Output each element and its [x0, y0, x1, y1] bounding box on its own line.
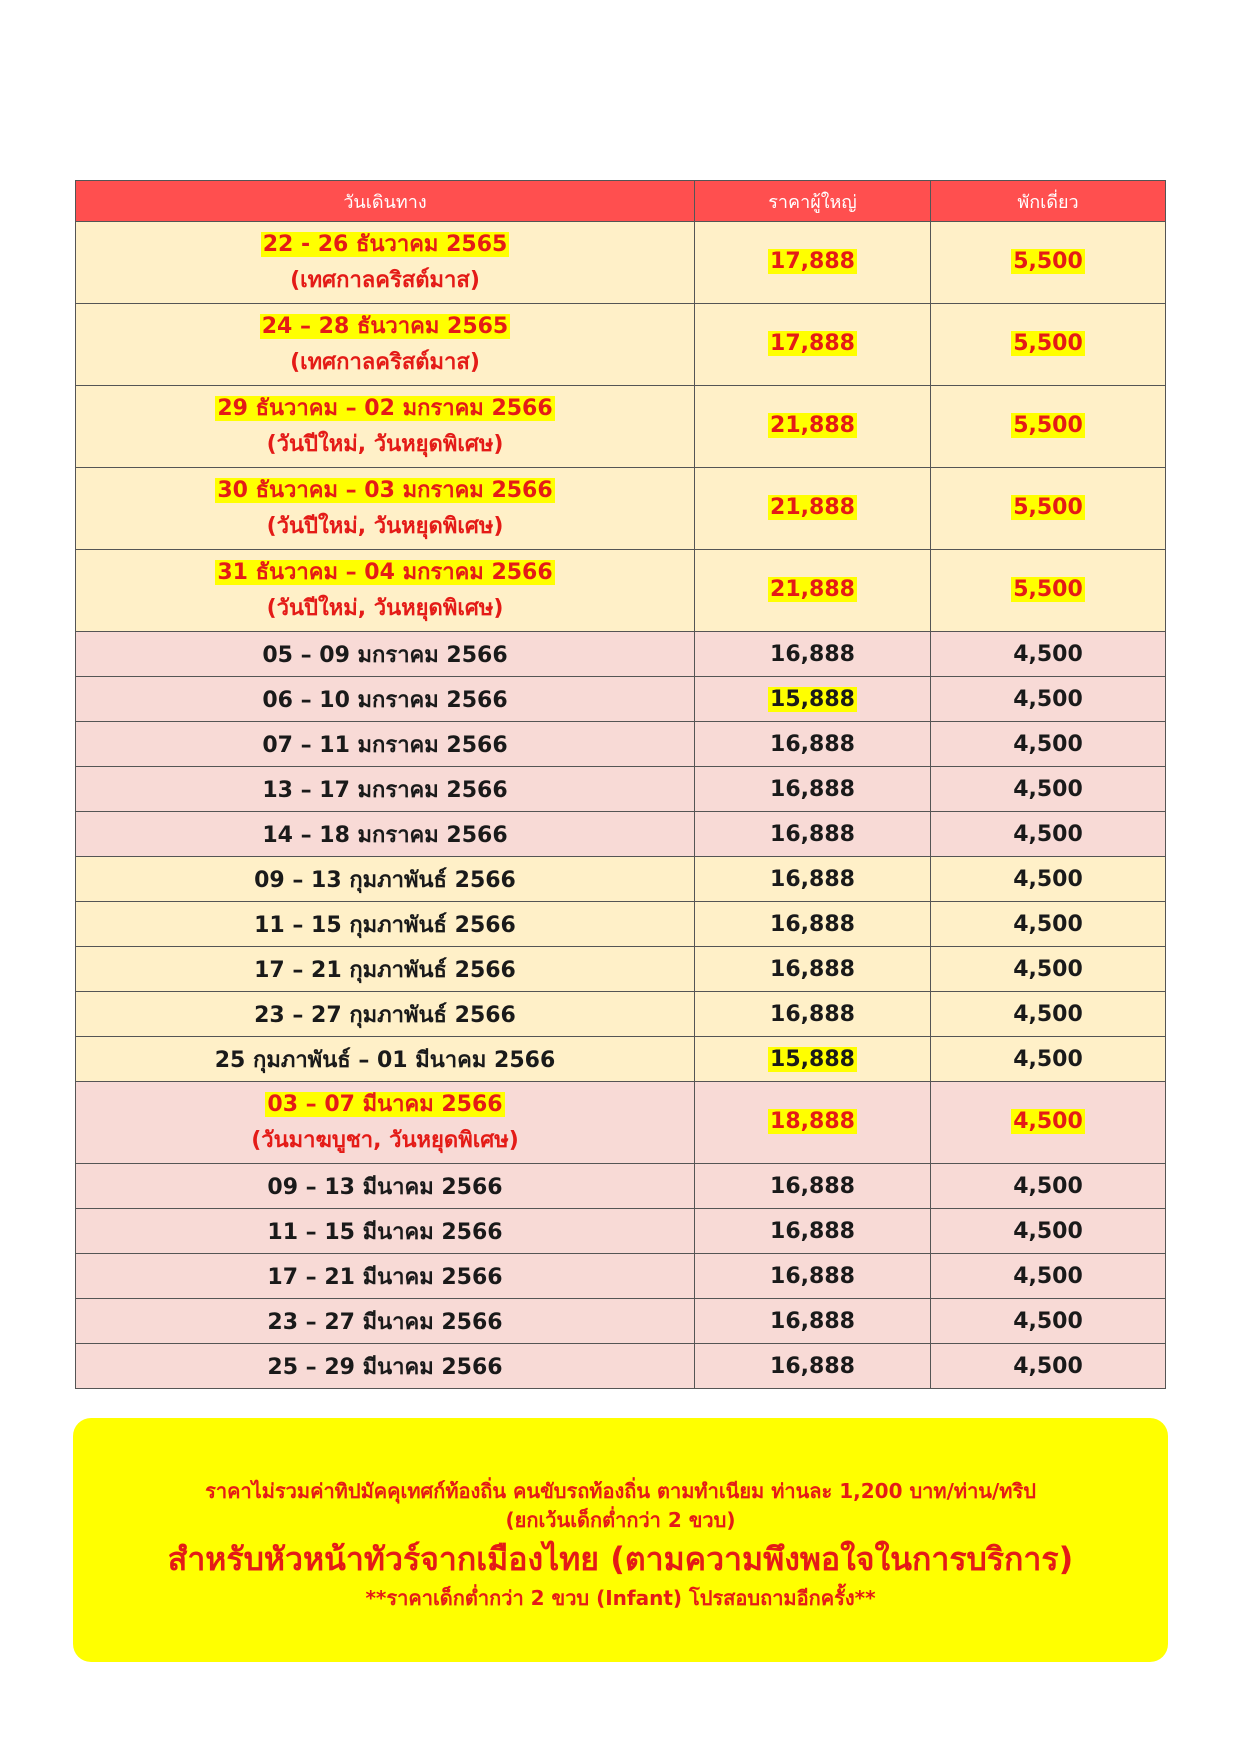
single-supplement-cell [931, 857, 1166, 902]
adult-price: 18,888 [770, 1109, 855, 1135]
travel-date-cell [76, 992, 695, 1037]
single-supplement-cell [931, 767, 1166, 812]
table-row [76, 857, 1166, 902]
single-supplement-cell [931, 947, 1166, 992]
table-row [76, 468, 1166, 550]
adult-price: 16,888 [770, 1353, 855, 1379]
single-supplement-cell [931, 1344, 1166, 1389]
single-supplement-cell [931, 1037, 1166, 1082]
travel-date-cell [76, 550, 695, 632]
travel-date: 09 – 13 กุมภาพันธ์ 2566 [254, 867, 516, 893]
travel-date: 13 – 17 มกราคม 2566 [262, 777, 508, 803]
holiday-note: (วันปีใหม่, วันหยุดพิเศษ) [266, 514, 504, 540]
single-supplement-cell [931, 386, 1166, 468]
single-supplement-cell [931, 1254, 1166, 1299]
single-supplement-cell [931, 1209, 1166, 1254]
single-supplement: 4,500 [1013, 821, 1083, 847]
single-supplement-cell [931, 550, 1166, 632]
single-supplement-cell [931, 722, 1166, 767]
adult-price-cell [695, 304, 931, 386]
single-supplement: 4,500 [1013, 1001, 1083, 1027]
travel-date-cell [76, 468, 695, 550]
table-row [76, 550, 1166, 632]
travel-date: 25 กุมภาพันธ์ – 01 มีนาคม 2566 [214, 1047, 556, 1073]
adult-price-cell [695, 1037, 931, 1082]
single-supplement: 4,500 [1013, 911, 1083, 937]
single-supplement: 5,500 [1013, 413, 1083, 439]
table-body [76, 222, 1166, 1389]
travel-date-cell [76, 1209, 695, 1254]
travel-date-cell [76, 1082, 695, 1164]
table-header-row [76, 181, 1166, 222]
single-supplement: 4,500 [1013, 686, 1083, 712]
table-row [76, 1299, 1166, 1344]
single-supplement: 4,500 [1013, 1109, 1083, 1135]
adult-price-cell [695, 857, 931, 902]
adult-price: 16,888 [770, 776, 855, 802]
adult-price-cell [695, 1254, 931, 1299]
adult-price-cell [695, 222, 931, 304]
header-adult-price: ราคาผู้ใหญ่ [695, 181, 931, 222]
price-table [75, 180, 1166, 1389]
single-supplement-cell [931, 222, 1166, 304]
table-row [76, 812, 1166, 857]
holiday-note: (วันปีใหม่, วันหยุดพิเศษ) [266, 432, 504, 458]
adult-price: 16,888 [770, 641, 855, 667]
holiday-note: (เทศกาลคริสต์มาส) [290, 350, 480, 376]
travel-date: 17 – 21 มีนาคม 2566 [267, 1264, 503, 1290]
travel-date-cell [76, 386, 695, 468]
single-supplement-cell [931, 812, 1166, 857]
single-supplement: 4,500 [1013, 641, 1083, 667]
single-supplement: 5,500 [1013, 249, 1083, 275]
table-row [76, 222, 1166, 304]
adult-price-cell [695, 902, 931, 947]
adult-price-cell [695, 722, 931, 767]
adult-price-cell [695, 632, 931, 677]
travel-date-cell [76, 722, 695, 767]
adult-price-cell [695, 992, 931, 1037]
table-row [76, 304, 1166, 386]
single-supplement-cell [931, 1082, 1166, 1164]
travel-date-cell [76, 632, 695, 677]
travel-date: 14 – 18 มกราคม 2566 [262, 822, 508, 848]
table-row [76, 767, 1166, 812]
travel-date-cell [76, 304, 695, 386]
travel-date: 25 – 29 มีนาคม 2566 [267, 1354, 503, 1380]
travel-date: 06 – 10 มกราคม 2566 [262, 687, 508, 713]
adult-price: 17,888 [770, 331, 855, 357]
adult-price-cell [695, 1164, 931, 1209]
infant-price-note: **ราคาเด็กต่ำกว่า 2 ขวบ (Infant) โปรสอบถามอีกครั้ง** [365, 1586, 876, 1610]
single-supplement: 4,500 [1013, 1353, 1083, 1379]
adult-price: 16,888 [770, 1218, 855, 1244]
single-supplement: 4,500 [1013, 776, 1083, 802]
single-supplement: 5,500 [1013, 331, 1083, 357]
adult-price-cell [695, 1082, 931, 1164]
tour-leader-note: สำหรับหัวหน้าทัวร์จากเมืองไทย (ตามความพึงพอใจในการบริการ) [167, 1540, 1074, 1578]
travel-date: 05 – 09 มกราคม 2566 [262, 642, 508, 668]
travel-date: 11 – 15 มีนาคม 2566 [267, 1219, 503, 1245]
single-supplement-cell [931, 992, 1166, 1037]
travel-date-cell [76, 947, 695, 992]
infant-exception-note: (ยกเว้นเด็กต่ำกว่า 2 ขวบ) [505, 1508, 736, 1532]
adult-price: 15,888 [770, 686, 855, 712]
table-row [76, 1344, 1166, 1389]
adult-price-cell [695, 1209, 931, 1254]
adult-price: 16,888 [770, 1263, 855, 1289]
single-supplement: 4,500 [1013, 731, 1083, 757]
adult-price-cell [695, 677, 931, 722]
travel-date-cell [76, 1254, 695, 1299]
adult-price-cell [695, 947, 931, 992]
adult-price: 16,888 [770, 821, 855, 847]
single-supplement-cell [931, 304, 1166, 386]
travel-date: 07 – 11 มกราคม 2566 [262, 732, 508, 758]
table-row [76, 677, 1166, 722]
table-row [76, 1037, 1166, 1082]
table-row [76, 1164, 1166, 1209]
adult-price-cell [695, 812, 931, 857]
single-supplement: 4,500 [1013, 1263, 1083, 1289]
holiday-note: (เทศกาลคริสต์มาส) [290, 268, 480, 294]
adult-price: 16,888 [770, 731, 855, 757]
adult-price-cell [695, 550, 931, 632]
travel-date-cell [76, 857, 695, 902]
adult-price-cell [695, 767, 931, 812]
single-supplement: 4,500 [1013, 1173, 1083, 1199]
single-supplement: 4,500 [1013, 956, 1083, 982]
travel-date: 23 – 27 กุมภาพันธ์ 2566 [254, 1002, 516, 1028]
single-supplement-cell [931, 632, 1166, 677]
single-supplement-cell [931, 677, 1166, 722]
table-row [76, 1082, 1166, 1164]
travel-date: 31 ธันวาคม – 04 มกราคม 2566 [217, 559, 553, 585]
adult-price: 16,888 [770, 1308, 855, 1334]
adult-price: 21,888 [770, 495, 855, 521]
adult-price: 16,888 [770, 1001, 855, 1027]
header-travel-date: วันเดินทาง [76, 181, 695, 222]
table-row [76, 632, 1166, 677]
single-supplement: 4,500 [1013, 1218, 1083, 1244]
travel-date-cell [76, 1344, 695, 1389]
travel-date-cell [76, 1037, 695, 1082]
adult-price: 15,888 [770, 1046, 855, 1072]
table-row [76, 1209, 1166, 1254]
table-row [76, 992, 1166, 1037]
table-row [76, 947, 1166, 992]
travel-date: 30 ธันวาคม – 03 มกราคม 2566 [217, 477, 553, 503]
travel-date: 29 ธันวาคม – 02 มกราคม 2566 [217, 395, 553, 421]
travel-date-cell [76, 812, 695, 857]
table-row [76, 722, 1166, 767]
travel-date: 03 – 07 มีนาคม 2566 [267, 1091, 503, 1117]
travel-date-cell [76, 1299, 695, 1344]
single-supplement: 5,500 [1013, 577, 1083, 603]
adult-price: 16,888 [770, 866, 855, 892]
header-single-room: พักเดี่ยว [931, 181, 1166, 222]
travel-date-cell [76, 222, 695, 304]
adult-price: 16,888 [770, 956, 855, 982]
holiday-note: (วันมาฆบูชา, วันหยุดพิเศษ) [251, 1128, 519, 1154]
single-supplement: 4,500 [1013, 1046, 1083, 1072]
holiday-note: (วันปีใหม่, วันหยุดพิเศษ) [266, 596, 504, 622]
adult-price: 16,888 [770, 911, 855, 937]
adult-price-cell [695, 386, 931, 468]
single-supplement-cell [931, 1164, 1166, 1209]
table-row [76, 902, 1166, 947]
adult-price: 21,888 [770, 577, 855, 603]
tip-note: ราคาไม่รวมค่าทิปมัคคุเทศก์ท้องถิ่น คนขับรถท้องถิ่น ตามทำเนียม ท่านละ 1,200 บาท/ท่าน/ทริป [205, 1479, 1036, 1503]
adult-price-cell [695, 1344, 931, 1389]
single-supplement: 4,500 [1013, 1308, 1083, 1334]
travel-date-cell [76, 677, 695, 722]
notes-box [73, 1418, 1168, 1662]
travel-date: 09 – 13 มีนาคม 2566 [267, 1174, 503, 1200]
travel-date-cell [76, 1164, 695, 1209]
adult-price: 21,888 [770, 413, 855, 439]
table-row [76, 386, 1166, 468]
adult-price: 17,888 [770, 249, 855, 275]
single-supplement-cell [931, 1299, 1166, 1344]
adult-price-cell [695, 1299, 931, 1344]
single-supplement-cell [931, 902, 1166, 947]
adult-price: 16,888 [770, 1173, 855, 1199]
travel-date: 17 – 21 กุมภาพันธ์ 2566 [254, 957, 516, 983]
travel-date-cell [76, 767, 695, 812]
travel-date: 22 - 26 ธันวาคม 2565 [262, 231, 508, 257]
travel-date: 23 – 27 มีนาคม 2566 [267, 1309, 503, 1335]
adult-price-cell [695, 468, 931, 550]
table-row [76, 1254, 1166, 1299]
single-supplement: 5,500 [1013, 495, 1083, 521]
travel-date: 11 – 15 กุมภาพันธ์ 2566 [254, 912, 516, 938]
travel-date-cell [76, 902, 695, 947]
single-supplement: 4,500 [1013, 866, 1083, 892]
single-supplement-cell [931, 468, 1166, 550]
travel-date: 24 – 28 ธันวาคม 2565 [261, 313, 509, 339]
